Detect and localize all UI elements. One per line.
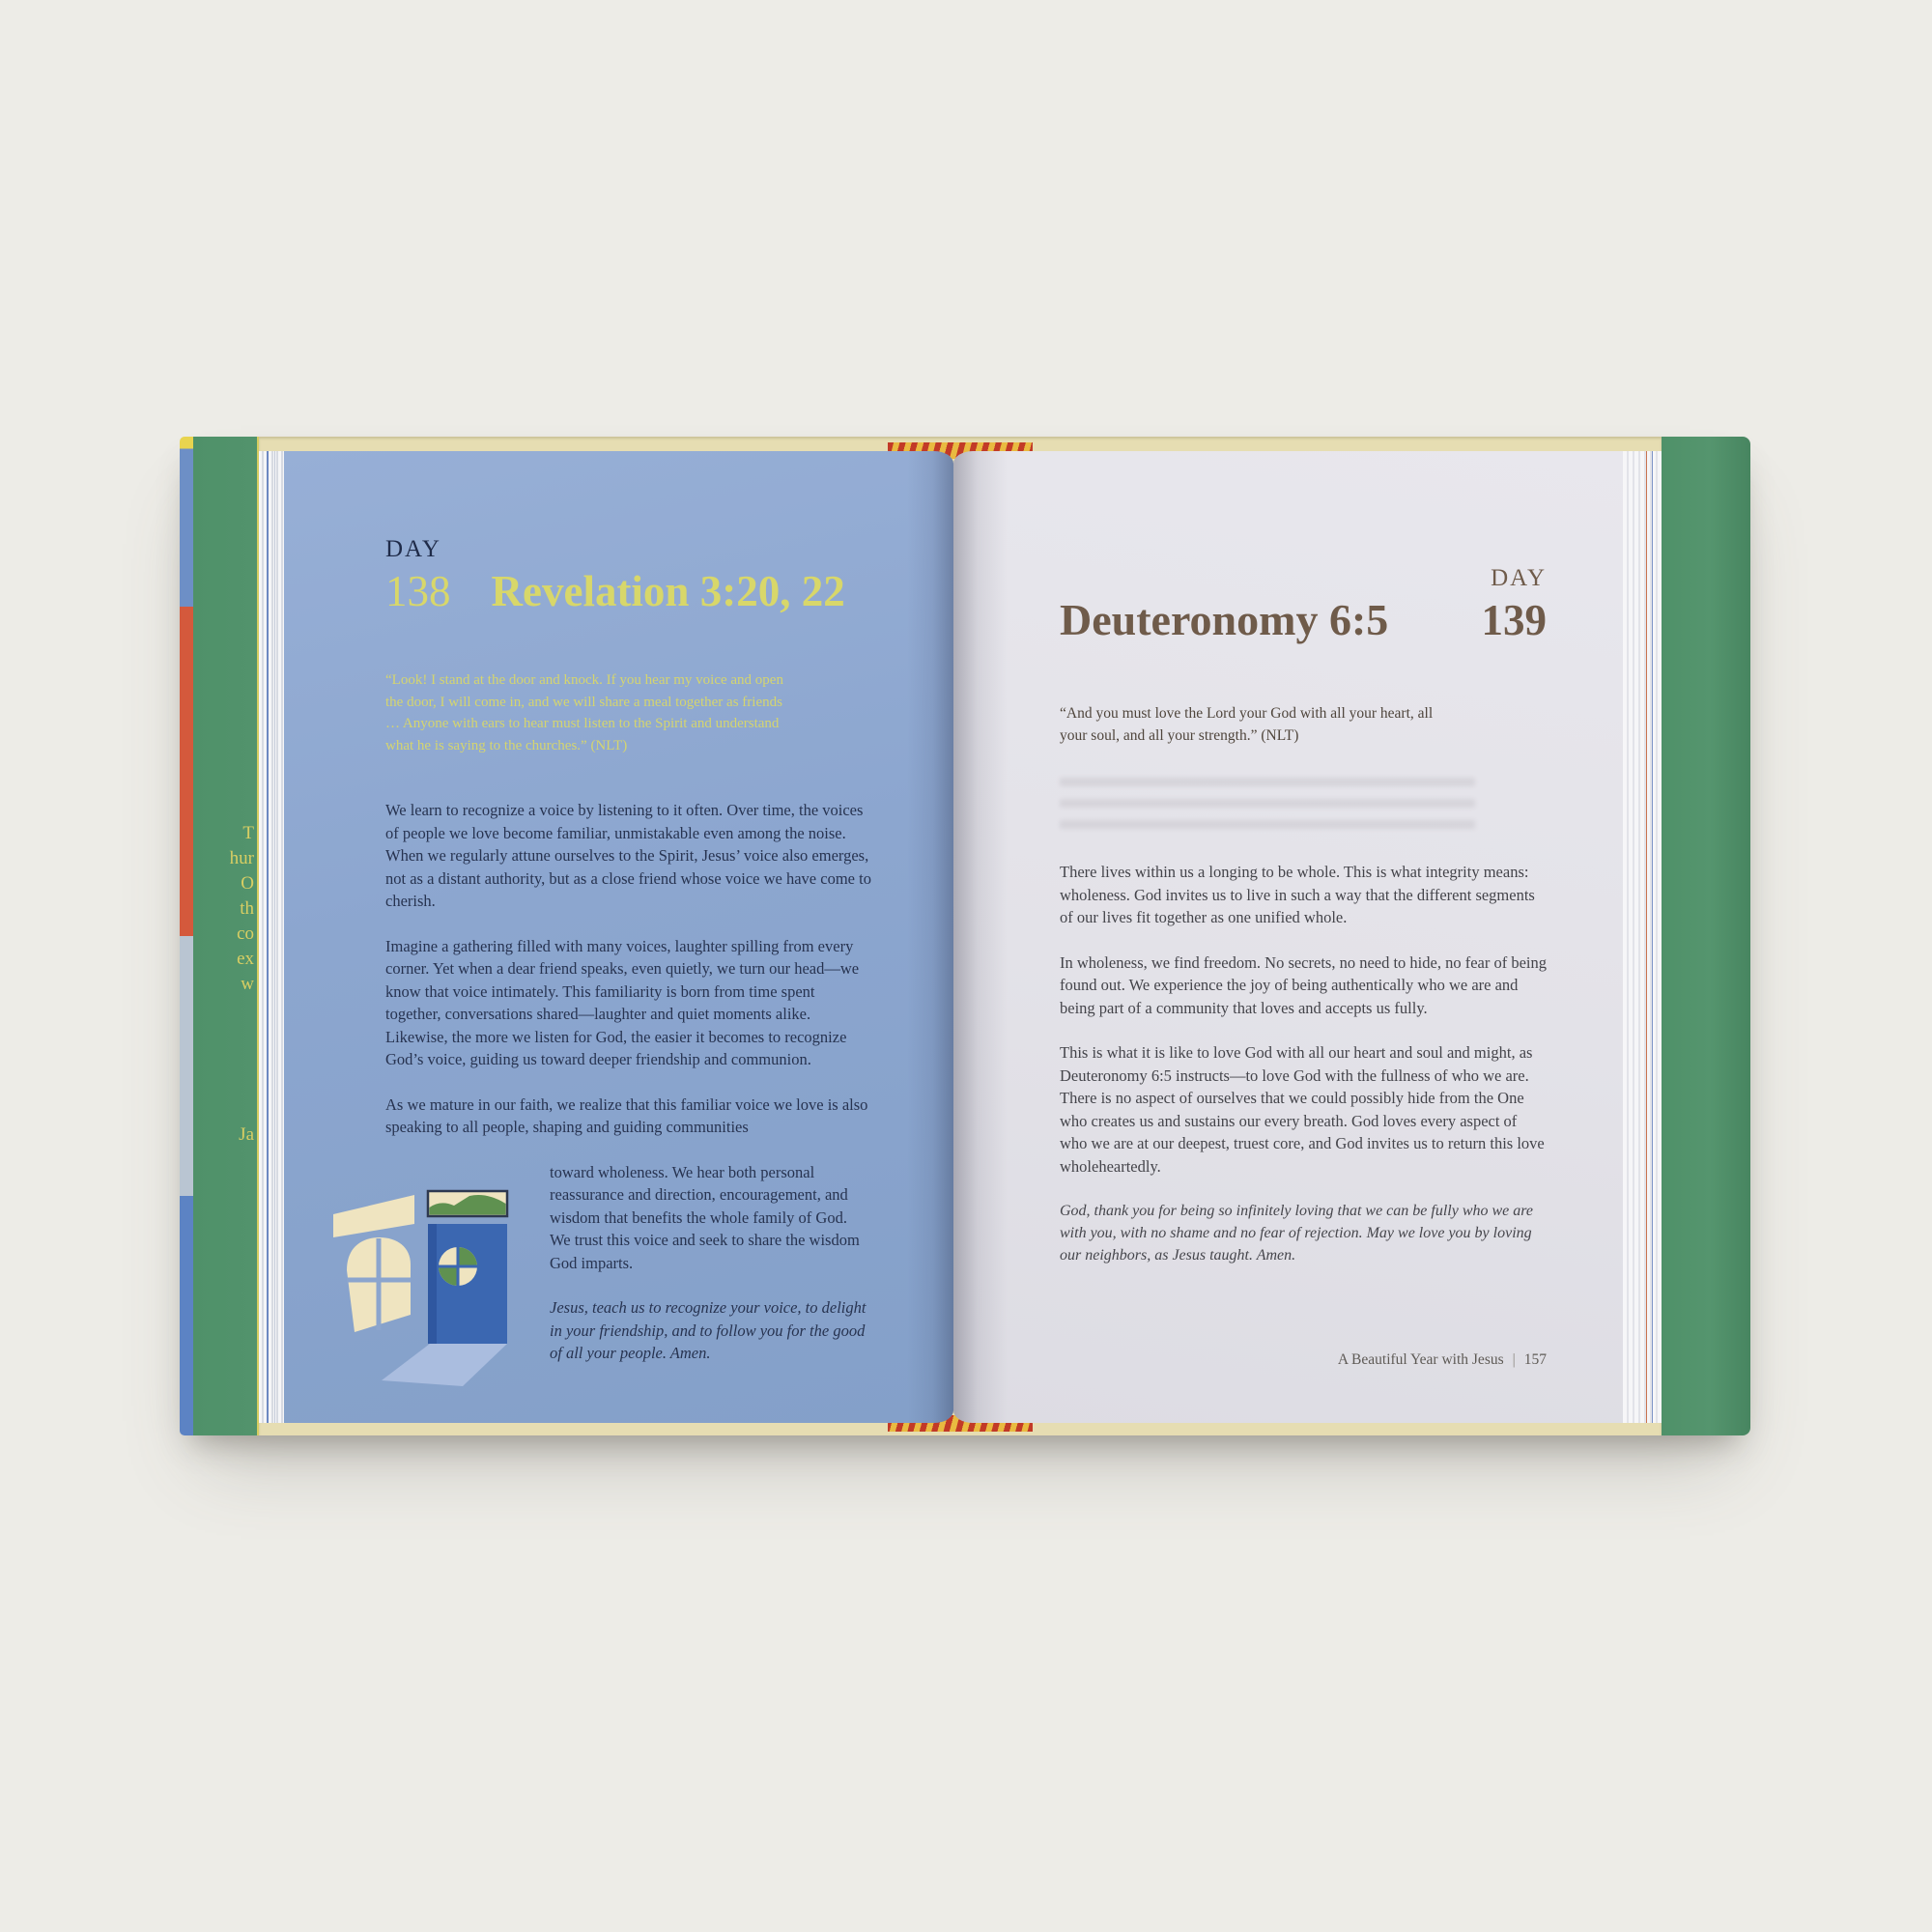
page-number: 157 xyxy=(1523,1351,1547,1368)
flap-fragment: O xyxy=(241,873,254,894)
day-block xyxy=(1482,565,1548,642)
illustration-and-text-row xyxy=(385,1139,872,1390)
door xyxy=(428,1224,507,1344)
paragraph: We learn to recognize a voice by listening to it often. Over time, the voices of people we love become familiar, unmistakable even among the noise. When we regularly attune ourselves to the Spirit, Jesus’ voice also emerges, not as a distant authority, but as a close friend whose voice we have come to cherish. xyxy=(385,801,871,910)
jacket-flap-text xyxy=(230,821,254,1148)
flap-fragment: Ja xyxy=(239,1124,254,1145)
left-page xyxy=(284,451,953,1423)
right-page xyxy=(953,451,1623,1423)
paragraph: There lives within us a longing to be whole. This is what integrity means: wholeness. God invites us to live in such a way that the different segments of our lives fit together as one unified whole. xyxy=(1060,863,1535,926)
page-title: Deuteronomy 6:5 xyxy=(1060,595,1389,644)
page-title: Revelation 3:20, 22 xyxy=(491,567,845,615)
paragraph: Imagine a gathering filled with many voices, laughter spilling from every corner. Yet when a dear friend speaks, even quietly, we turn our head—we know that voice intimately. This familiarity is born from time spent together, conversations shared—laughter and quiet moments alike. Likewise, the more we listen for God, the easier it becomes to recognize God’s voice, guiding us toward deeper friendship and communion. xyxy=(385,936,860,1068)
paragraph: In wholeness, we find freedom. No secrets, no need to hide, no fear of being found out. We experience the joy of being authentically who we are and being part of a community that loves and accepts us fully. xyxy=(1060,952,1548,1017)
paragraph: toward wholeness. We hear both personal reassurance and direction, encouragement, and wisdom that benefits the whole family of God. We trust this voice and seek to share the wisdom God imparts. xyxy=(550,1162,860,1272)
scripture-quote: “Look! I stand at the door and knock. If you hear my voice and open the door, I will come in, and we will share a meal together as friends … Anyone with ears to hear must listen to the Spirit and understand what he is saying to the churches.” (NLT) xyxy=(385,672,783,753)
flap-fragment: co xyxy=(237,923,254,944)
right-page-body xyxy=(1060,861,1547,1266)
awning xyxy=(333,1195,414,1237)
day-number: 138 xyxy=(385,567,451,615)
fan-window xyxy=(439,1247,477,1286)
day-label: DAY xyxy=(385,536,441,562)
right-page-header xyxy=(1060,565,1547,642)
left-page-body xyxy=(385,799,872,1390)
book-cover-right xyxy=(1662,437,1750,1435)
open-book xyxy=(180,437,1750,1435)
open-door-illustration xyxy=(326,1152,550,1390)
footer-book-title: A Beautiful Year with Jesus xyxy=(1337,1351,1504,1368)
flap-fragment: th xyxy=(240,898,254,919)
day-label: DAY xyxy=(1491,565,1547,591)
flap-fragment: T xyxy=(242,823,254,843)
wrapped-text-column xyxy=(550,1139,868,1390)
scripture-quote: “And you must love the Lord your God with all your heart, all your soul, and all your strength.” (NLT) xyxy=(1060,705,1434,744)
paragraph: This is what it is like to love God with all our heart and soul and might, as Deuteronomy 6:5 instructs—to love God with the fullness of who we are. There is no aspect of ourselves that we could possibly hide from the One who creates us and sustains our every breath. God loves every aspect of who we are at our deepest, truest core, and God invites us to return this love wholeheartedly. xyxy=(1060,1043,1545,1176)
flap-fragment: hur xyxy=(229,848,254,868)
flap-fragment: w xyxy=(241,974,254,994)
page-edges-left xyxy=(259,451,284,1423)
paragraph: As we mature in our faith, we realize that this familiar voice we love is also speaking to all people, shaping and guiding communities xyxy=(385,1094,868,1136)
prayer-text: God, thank you for being so infinitely loving that we can be fully who we are with you, with no shame and no fear of rejection. May we love you by loving our neighbors, as Jesus taught. Amen. xyxy=(1060,1203,1533,1264)
day-block xyxy=(385,536,451,613)
flap-fragment: ex xyxy=(237,949,254,969)
show-through-text xyxy=(1060,778,1475,834)
running-footer xyxy=(1338,1351,1547,1369)
book-cover-left-flap xyxy=(193,437,259,1435)
page-block xyxy=(259,437,1662,1435)
door-shadow xyxy=(382,1344,507,1386)
footer-separator: | xyxy=(1512,1351,1516,1368)
day-number: 139 xyxy=(1481,596,1547,644)
left-page-header xyxy=(385,536,872,613)
prayer-text: Jesus, teach us to recognize your voice, to delight in your friendship, and to follow you for the good of all your people. Amen. xyxy=(550,1298,867,1362)
page-edges-right xyxy=(1623,451,1662,1423)
jacket-layered-edge xyxy=(180,437,193,1435)
